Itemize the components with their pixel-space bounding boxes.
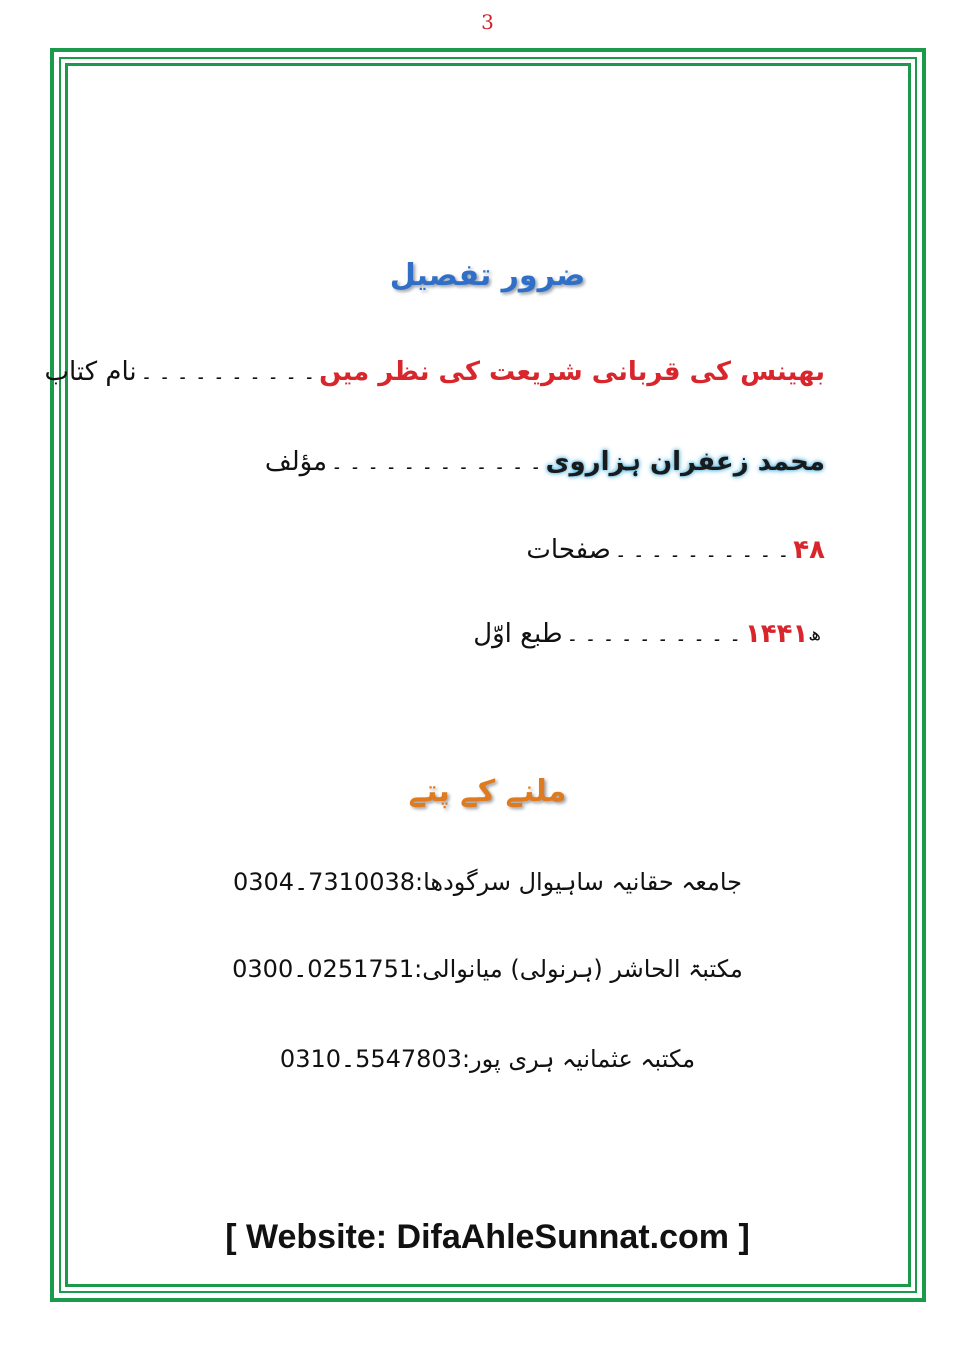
address-item: مکتبہ عثمانیہ ہری پور:5547803۔0310 <box>279 1045 696 1073</box>
author-name: محمد زعفران ہزاروی <box>545 447 825 477</box>
detail-row-pages <box>526 528 825 572</box>
detail-dots: ۔ ۔ ۔ ۔ ۔ ۔ ۔ ۔ ۔ ۔ <box>140 360 316 384</box>
page-number: 3 <box>481 10 494 34</box>
book-title: بھینس کی قربانی شریعت کی نظر میں <box>319 357 825 387</box>
website-footer: [ Website: DifaAhleSunnat.com ] <box>225 1218 750 1256</box>
detail-row-title <box>45 350 826 394</box>
detail-dots: ۔ ۔ ۔ ۔ ۔ ۔ ۔ ۔ ۔ ۔ <box>614 538 790 562</box>
detail-label: مؤلف <box>264 447 328 477</box>
addresses-heading: ملنے کے پتے <box>408 774 567 809</box>
edition-year: ۱۴۴۱ <box>744 619 809 649</box>
detail-dots: ۔ ۔ ۔ ۔ ۔ ۔ ۔ ۔ ۔ ۔ ۔ ۔ <box>331 450 542 474</box>
page-count: ۴۸ <box>793 535 825 565</box>
details-heading: ضرور تفصیل <box>389 258 586 293</box>
detail-label: نام کتاب <box>44 357 137 387</box>
detail-label: صفحات <box>526 535 611 565</box>
detail-row-edition <box>473 612 825 656</box>
detail-dots: ۔ ۔ ۔ ۔ ۔ ۔ ۔ ۔ ۔ ۔ <box>566 622 741 646</box>
detail-label: طبع اوّل <box>473 619 563 649</box>
address-item: مکتبۃ الحاشر (ہرنولی) میانوالی:0251751۔0300 <box>232 955 743 983</box>
address-item: جامعہ حقانیہ ساہیوال سرگودھا:7310038۔0304 <box>233 868 742 896</box>
detail-row-author <box>265 440 825 484</box>
hijri-suffix: ھ <box>808 623 821 645</box>
